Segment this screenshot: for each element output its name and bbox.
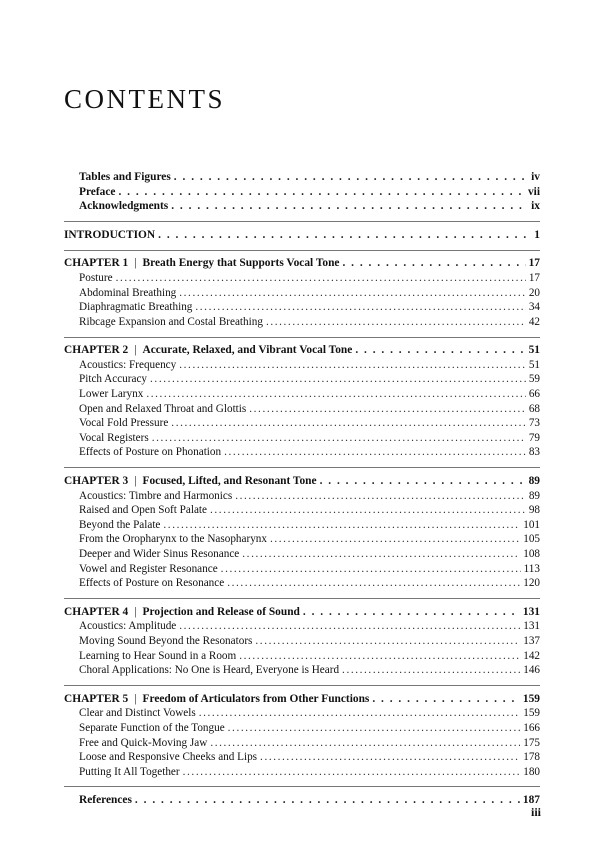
dot-leader bbox=[224, 445, 526, 460]
toc-page-number: 42 bbox=[528, 315, 540, 328]
toc-entry-label: Deeper and Wider Sinus Resonance bbox=[79, 548, 240, 560]
toc-page-number: iv bbox=[531, 171, 540, 183]
toc-entry-label: Loose and Responsive Cheeks and Lips bbox=[79, 751, 258, 764]
chapter-title: Breath Energy that Supports Vocal Tone bbox=[142, 257, 340, 270]
table-of-contents bbox=[64, 170, 540, 808]
toc-entry-references[interactable] bbox=[64, 793, 540, 808]
toc-entry[interactable] bbox=[64, 736, 540, 751]
toc-entry[interactable] bbox=[64, 387, 540, 402]
toc-entry-label: Diaphragmatic Breathing bbox=[79, 301, 193, 314]
toc-entry[interactable] bbox=[64, 562, 540, 577]
chapter-title: Accurate, Relaxed, and Vibrant Vocal Tone bbox=[142, 344, 353, 357]
toc-entry[interactable] bbox=[64, 358, 540, 373]
page-number: iii bbox=[530, 805, 541, 819]
toc-page-number: 73 bbox=[528, 417, 540, 430]
toc-page-number: 120 bbox=[523, 577, 540, 590]
toc-entry-label: Tables and Figures bbox=[79, 171, 171, 183]
toc-page-number: vii bbox=[527, 185, 540, 198]
dot-leader bbox=[255, 634, 520, 649]
dot-leader bbox=[146, 387, 526, 402]
chapter-heading-text bbox=[64, 343, 352, 358]
toc-page-number: 180 bbox=[523, 765, 540, 778]
chapter-title: Projection and Release of Sound bbox=[142, 605, 300, 618]
toc-page-number: 66 bbox=[528, 388, 540, 401]
toc-entry-label: References bbox=[79, 794, 132, 807]
toc-entry-label: Vocal Fold Pressure bbox=[79, 417, 169, 430]
dot-leader bbox=[116, 271, 526, 286]
toc-page-number: 89 bbox=[528, 489, 540, 502]
toc-entry-label: Ribcage Expansion and Costal Breathing bbox=[79, 315, 263, 328]
toc-entry[interactable] bbox=[64, 576, 540, 591]
dot-leader bbox=[227, 576, 520, 591]
toc-chapter-heading[interactable] bbox=[64, 256, 540, 271]
toc-page-number: 20 bbox=[528, 286, 540, 299]
toc-chapter-heading[interactable] bbox=[64, 474, 540, 489]
toc-page-number: 105 bbox=[523, 533, 540, 546]
dot-leader bbox=[199, 706, 520, 721]
dot-leader bbox=[179, 286, 526, 301]
toc-page-number: 142 bbox=[523, 649, 540, 662]
section-divider bbox=[64, 242, 540, 250]
toc-page-number: 98 bbox=[528, 504, 540, 517]
page-title: CONTENTS bbox=[64, 84, 225, 114]
chapter-label: CHAPTER 1 bbox=[64, 257, 129, 270]
dot-leader bbox=[171, 199, 528, 214]
toc-entry[interactable] bbox=[64, 750, 540, 765]
toc-entry-label: Learning to Hear Sound in a Room bbox=[79, 649, 237, 662]
toc-page-number: 17 bbox=[528, 271, 540, 284]
dot-leader bbox=[179, 619, 520, 634]
toc-entry[interactable] bbox=[64, 706, 540, 721]
dot-leader bbox=[150, 372, 526, 387]
toc-page-number: 108 bbox=[523, 548, 540, 560]
toc-entry-acknowledgments[interactable] bbox=[64, 199, 540, 214]
dot-leader bbox=[158, 228, 531, 243]
toc-entry-label: Putting It All Together bbox=[79, 765, 180, 778]
dot-leader bbox=[355, 343, 525, 358]
dot-leader bbox=[228, 721, 521, 736]
toc-chapter-heading[interactable] bbox=[64, 343, 540, 358]
toc-page-number: 17 bbox=[528, 257, 540, 270]
dot-leader bbox=[179, 358, 526, 373]
section-divider bbox=[64, 214, 540, 222]
toc-page-number: 51 bbox=[528, 344, 540, 357]
toc-entry[interactable] bbox=[64, 619, 540, 634]
dot-leader bbox=[270, 532, 520, 547]
toc-entry[interactable] bbox=[64, 416, 540, 431]
toc-entry-preface[interactable] bbox=[64, 185, 540, 200]
chapter-title: Freedom of Articulators from Other Functions bbox=[142, 692, 370, 705]
toc-page-number: 1 bbox=[534, 228, 540, 241]
dot-leader bbox=[266, 315, 526, 330]
toc-page-number: 101 bbox=[523, 518, 540, 531]
chapter-separator: | bbox=[134, 344, 137, 357]
dot-leader bbox=[239, 649, 520, 664]
toc-page-number: 59 bbox=[528, 373, 540, 386]
chapter-heading-text bbox=[64, 692, 369, 707]
toc-entry-label: Moving Sound Beyond the Resonators bbox=[79, 634, 253, 647]
toc-entry-label: Acoustics: Frequency bbox=[79, 358, 177, 371]
toc-entry-label: Effects of Posture on Phonation bbox=[79, 446, 222, 459]
toc-entry-label: Beyond the Palate bbox=[79, 518, 161, 531]
dot-leader bbox=[249, 402, 526, 417]
toc-entry-tables-figures[interactable] bbox=[64, 170, 540, 185]
toc-entry-label: Vocal Registers bbox=[79, 431, 149, 444]
toc-entry[interactable] bbox=[64, 300, 540, 315]
toc-entry[interactable] bbox=[64, 765, 540, 780]
chapter-heading-text bbox=[64, 256, 339, 271]
chapter-separator: | bbox=[134, 257, 137, 270]
toc-page-number: 137 bbox=[523, 634, 540, 647]
section-divider bbox=[64, 460, 540, 468]
toc-entry-label: Open and Relaxed Throat and Glottis bbox=[79, 402, 247, 415]
toc-entry[interactable] bbox=[64, 315, 540, 330]
toc-page-number: 79 bbox=[528, 431, 540, 444]
toc-page-number: 131 bbox=[522, 605, 540, 618]
toc-page-number: 83 bbox=[528, 446, 540, 459]
toc-page-number: ix bbox=[531, 200, 540, 213]
dot-leader bbox=[135, 793, 520, 808]
chapter-title: Focused, Lifted, and Resonant Tone bbox=[142, 475, 317, 488]
toc-entry[interactable] bbox=[64, 663, 540, 678]
toc-entry-label: Vowel and Register Resonance bbox=[79, 562, 218, 575]
toc-entry-label: Choral Applications: No One is Heard, Everyone is Heard bbox=[79, 664, 340, 677]
dot-leader bbox=[260, 750, 520, 765]
toc-entry[interactable] bbox=[64, 634, 540, 649]
dot-leader bbox=[195, 300, 525, 315]
toc-entry[interactable] bbox=[64, 286, 540, 301]
toc-entry[interactable] bbox=[64, 503, 540, 518]
chapter-label: CHAPTER 5 bbox=[64, 692, 129, 705]
toc-entry-label: Lower Larynx bbox=[79, 388, 144, 401]
toc-page-number: 178 bbox=[523, 751, 540, 764]
dot-leader bbox=[235, 489, 526, 504]
toc-entry-label: Posture bbox=[79, 271, 113, 284]
section-divider bbox=[64, 329, 540, 337]
toc-entry-label: Acoustics: Amplitude bbox=[79, 620, 177, 633]
dot-leader bbox=[152, 431, 526, 446]
dot-leader bbox=[242, 547, 520, 562]
dot-leader bbox=[372, 692, 520, 707]
dot-leader bbox=[320, 474, 526, 489]
toc-entry[interactable] bbox=[64, 532, 540, 547]
chapter-heading-text bbox=[64, 605, 300, 620]
dot-leader bbox=[210, 736, 520, 751]
dot-leader bbox=[342, 663, 520, 678]
toc-page-number: 68 bbox=[528, 402, 540, 415]
toc-page-number: 175 bbox=[523, 736, 540, 749]
toc-entry-label: Preface bbox=[79, 185, 116, 198]
toc-entry-label: Acknowledgments bbox=[79, 200, 169, 213]
toc-entry[interactable] bbox=[64, 271, 540, 286]
toc-page-number: 146 bbox=[523, 664, 540, 677]
toc-entry[interactable] bbox=[64, 445, 540, 460]
section-divider bbox=[64, 678, 540, 686]
toc-page-number: 113 bbox=[523, 562, 540, 575]
toc-chapter-heading[interactable] bbox=[64, 692, 540, 707]
toc-entry[interactable] bbox=[64, 649, 540, 664]
dot-leader bbox=[174, 170, 528, 185]
toc-page-number: 51 bbox=[528, 358, 540, 371]
chapter-separator: | bbox=[134, 475, 137, 488]
toc-entry[interactable] bbox=[64, 402, 540, 417]
dot-leader bbox=[221, 562, 521, 577]
section-divider bbox=[64, 591, 540, 599]
toc-page-number: 89 bbox=[528, 475, 540, 488]
dot-leader bbox=[303, 605, 520, 620]
dot-leader bbox=[118, 185, 525, 200]
toc-entry[interactable] bbox=[64, 721, 540, 736]
toc-page-number: 166 bbox=[523, 721, 540, 734]
toc-entry-label: Abdominal Breathing bbox=[79, 286, 177, 299]
toc-page-number: 187 bbox=[522, 794, 540, 807]
chapter-label: CHAPTER 3 bbox=[64, 475, 129, 488]
chapter-separator: | bbox=[134, 605, 137, 618]
dot-leader bbox=[163, 518, 520, 533]
toc-entry-label: Separate Function of the Tongue bbox=[79, 721, 225, 734]
toc-entry-introduction[interactable] bbox=[64, 228, 540, 243]
toc-page-number: 34 bbox=[528, 301, 540, 314]
chapter-separator: | bbox=[134, 692, 137, 705]
toc-entry-label: INTRODUCTION bbox=[64, 228, 156, 241]
toc-entry[interactable] bbox=[64, 489, 540, 504]
dot-leader bbox=[342, 256, 525, 271]
toc-entry[interactable] bbox=[64, 547, 540, 562]
toc-page-number: 131 bbox=[523, 620, 540, 633]
dot-leader bbox=[183, 765, 521, 780]
toc-entry[interactable] bbox=[64, 518, 540, 533]
toc-page-number: 159 bbox=[522, 692, 540, 705]
toc-chapter-heading[interactable] bbox=[64, 605, 540, 620]
toc-entry-label: Raised and Open Soft Palate bbox=[79, 504, 208, 517]
toc-entry[interactable] bbox=[64, 372, 540, 387]
chapter-label: CHAPTER 2 bbox=[64, 344, 129, 357]
chapter-heading-text bbox=[64, 474, 317, 489]
toc-entry[interactable] bbox=[64, 431, 540, 446]
section-divider bbox=[64, 779, 540, 787]
toc-entry-label: Pitch Accuracy bbox=[79, 373, 148, 386]
dot-leader bbox=[210, 503, 526, 518]
dot-leader bbox=[171, 416, 526, 431]
chapter-label: CHAPTER 4 bbox=[64, 605, 129, 618]
toc-entry-label: Clear and Distinct Vowels bbox=[79, 707, 196, 720]
toc-entry-label: From the Oropharynx to the Nasopharynx bbox=[79, 533, 267, 546]
toc-entry-label: Acoustics: Timbre and Harmonics bbox=[79, 489, 233, 502]
toc-page-number: 159 bbox=[523, 707, 540, 720]
toc-entry-label: Effects of Posture on Resonance bbox=[79, 577, 225, 590]
toc-entry-label: Free and Quick-Moving Jaw bbox=[79, 736, 208, 749]
